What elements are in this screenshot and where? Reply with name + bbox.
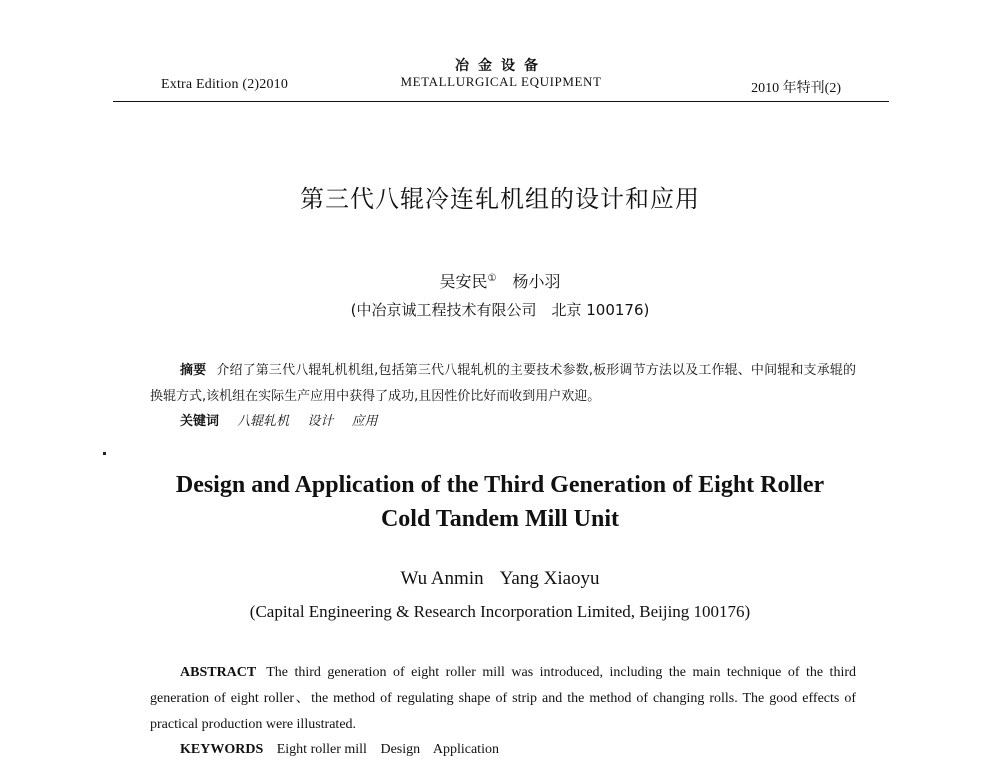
keyword-cn: 设计 xyxy=(307,414,334,429)
header-edition-cn: 2010 年特刊(2) xyxy=(751,81,841,96)
paper-title-en-line: Cold Tandem Mill Unit xyxy=(380,506,620,532)
abstract-label-cn: 摘要 xyxy=(180,363,207,378)
keyword-cn: 八辊轧机 xyxy=(237,414,290,429)
keywords-en xyxy=(180,742,509,758)
affiliation-en: (Capital Engineering & Research Incorporation Limited, Beijing 100176) xyxy=(249,602,751,621)
keywords-cn xyxy=(180,410,391,429)
paper-title-en-line: Design and Application of the Third Generation of Eight Roller xyxy=(175,472,825,498)
author-cn-2: 杨小羽 xyxy=(512,272,561,291)
scan-speck xyxy=(103,452,106,455)
keywords-label-en: KEYWORDS xyxy=(180,742,264,757)
abstract-en xyxy=(150,660,856,738)
author-footnote-marker: ① xyxy=(487,273,497,284)
journal-name-en: METALLURGICAL EQUIPMENT xyxy=(400,74,602,89)
journal-name-cn: 冶金设备 xyxy=(455,58,547,74)
keyword-cn: 应用 xyxy=(351,414,378,429)
abstract-cn xyxy=(150,358,856,410)
header-rule xyxy=(113,101,889,102)
running-header xyxy=(113,58,889,104)
abstract-text-en: The third generation of eight roller mill was introduced, including the main technique of the third generation of eight roller、the method of regulating shape of strip and the method of changing rolls. The good effects of practical production were illustrated. xyxy=(150,665,856,732)
abstract-text-cn: 介绍了第三代八辊轧机机组,包括第三代八辊轧机的主要技术参数,板形调节方法以及工作辊、中间辊和支承辊的换辊方式,该机组在实际生产应用中获得了成功,且因性价比好而收到用户欢迎。 xyxy=(150,363,856,404)
paper-title-en xyxy=(0,468,1000,536)
author-en-2: Yang Xiaoyu xyxy=(499,568,600,589)
keyword-en: Eight roller mill xyxy=(276,742,367,757)
keyword-en: Application xyxy=(432,742,499,757)
affiliation-cn: (中冶京诚工程技术有限公司 北京 100176) xyxy=(350,301,650,319)
keyword-en: Design xyxy=(380,742,421,757)
paper-title-cn: 第三代八辊冷连轧机组的设计和应用 xyxy=(300,185,700,213)
authors-cn xyxy=(0,269,1000,292)
header-edition-en: Extra Edition (2)2010 xyxy=(161,77,289,92)
author-en-1: Wu Anmin xyxy=(400,568,484,589)
abstract-label-en: ABSTRACT xyxy=(180,665,257,680)
keywords-label-cn: 关键词 xyxy=(180,414,220,429)
author-cn-1: 吴安民 xyxy=(439,272,488,291)
authors-en xyxy=(0,568,1000,590)
